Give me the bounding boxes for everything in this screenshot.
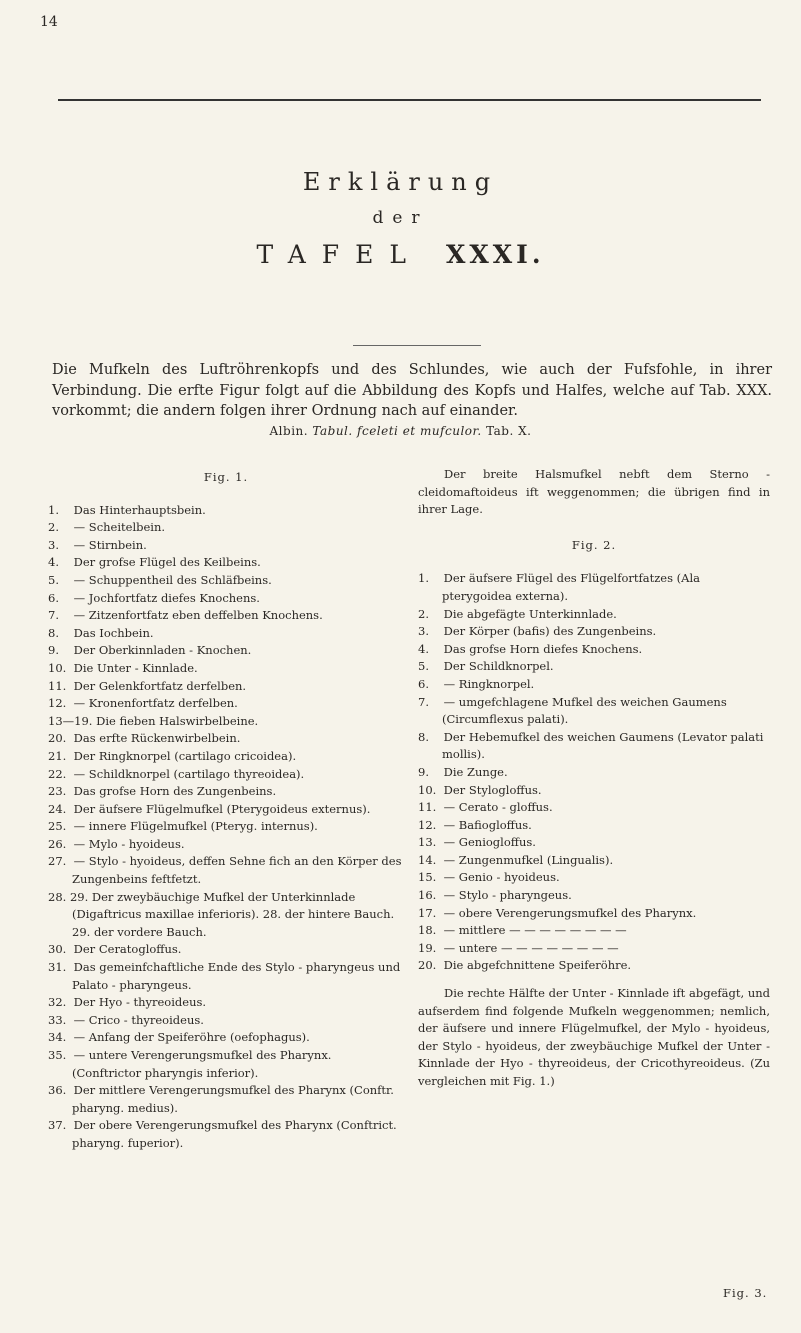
item-text: Das Hinterhauptsbein. xyxy=(73,502,206,517)
item-text: Der äufsere Flügelmufkel (Pterygoideus externus). xyxy=(73,801,371,816)
item-text: Der Körper (bafis) des Zungenbeins. xyxy=(443,624,657,639)
item-number: 9. xyxy=(48,643,59,658)
item-text: Der obere Verengerungsmufkel des Pharynx (Conftrict. pharyng. fuperior). xyxy=(72,1118,397,1150)
item-number: 34. xyxy=(48,1030,67,1045)
item-text: — untere — — — — — — — — xyxy=(443,940,619,955)
item-text: — Scheitelbein. xyxy=(73,520,166,535)
item-text: Der Oberkinnladen - Knochen. xyxy=(73,643,252,658)
reference-tab: Tab. X. xyxy=(486,424,532,438)
item-number: 17. xyxy=(418,905,437,920)
item-number: 23. xyxy=(48,784,67,799)
title-line-3 xyxy=(0,240,801,269)
item-text: — Bafiogloffus. xyxy=(443,817,532,832)
item-number: 20. xyxy=(48,731,67,746)
item-number: 7. xyxy=(48,608,59,623)
item-text: Das grofse Horn des Zungenbeins. xyxy=(73,784,277,799)
item-text: Die abgefchnittene Speiferöhre. xyxy=(443,958,632,973)
item-number: 8. xyxy=(418,729,429,744)
item-number: 22. xyxy=(48,766,67,781)
item-number: 9. xyxy=(418,764,429,779)
item-number: 11. xyxy=(48,678,67,693)
list-item xyxy=(48,941,404,959)
list-item xyxy=(48,695,404,713)
title-line-1: Erklärung xyxy=(302,168,499,196)
item-number: 6. xyxy=(418,676,429,691)
item-text: Der Ringknorpel (cartilago cricoidea). xyxy=(73,748,297,763)
item-number: 35. xyxy=(48,1048,67,1062)
list-item xyxy=(48,1082,404,1117)
item-text: Der Hebemufkel des weichen Gaumens (Levator palati mollis). xyxy=(442,729,764,762)
item-text: Das Iochbein. xyxy=(73,625,154,640)
title-block xyxy=(0,168,801,269)
list-item xyxy=(418,922,770,940)
item-text: — mittlere — — — — — — — — xyxy=(443,923,627,938)
list-item xyxy=(48,502,404,520)
list-item xyxy=(418,782,770,800)
item-number: 3. xyxy=(48,537,59,552)
item-number: 7. xyxy=(418,694,429,709)
list-item xyxy=(48,766,404,784)
item-number: 14. xyxy=(418,852,437,867)
list-item xyxy=(418,641,770,659)
list-item xyxy=(48,607,404,625)
list-item xyxy=(48,889,404,942)
item-text: Die fieben Halswirbelbeine. xyxy=(96,713,259,728)
item-text: Die abgefägte Unterkinnlade. xyxy=(443,606,617,621)
item-number: 24. xyxy=(48,801,67,816)
list-item xyxy=(418,676,770,694)
item-number: 5. xyxy=(418,659,429,674)
list-item xyxy=(418,694,770,729)
list-item xyxy=(418,834,770,852)
list-item xyxy=(48,836,404,854)
title-rule xyxy=(353,345,481,346)
item-text: — Crico - thyreoideus. xyxy=(73,1012,204,1027)
item-text: — umgefchlagene Mufkel des weichen Gaumens (Circumflexus palati). xyxy=(442,694,727,727)
title-word: TAFEL xyxy=(256,240,422,269)
item-number: 19. xyxy=(418,940,437,955)
page-number: 14 xyxy=(40,14,58,30)
list-item xyxy=(48,625,404,643)
list-item xyxy=(48,678,404,696)
list-item xyxy=(418,905,770,923)
list-item xyxy=(418,570,770,605)
top-rule xyxy=(58,99,761,101)
reference-author: Albin. xyxy=(269,424,309,438)
list-item xyxy=(48,642,404,660)
closing-paragraph: Die rechte Hälfte der Unter - Kinnlade ift abgefägt, und aufserdem find folgende Mufkeln weggenommen; nemlich, der äufsere und innere Flügelmufkel, der Mylo - hyoideus, der Stylo - hyoideus, der zweybäuchige Mufkel der Unter - Kinnlade der Hyo - thyreoideus, der Cricothyreoideus. (Zu vergleichen mit Fig. 1.) xyxy=(418,986,770,1088)
item-number: 28. 29. xyxy=(48,889,89,904)
reference-work: Tabul. fceleti et mufculor. xyxy=(312,424,482,438)
list-item xyxy=(418,606,770,624)
item-number: 13. xyxy=(418,835,437,850)
list-item xyxy=(418,729,770,764)
fig2-heading: Fig. 2. xyxy=(571,537,617,552)
item-number: 31. xyxy=(48,960,67,975)
list-item xyxy=(418,764,770,782)
item-text: — Zungenmufkel (Lingualis). xyxy=(443,852,614,867)
item-text: Der zweybäuchige Mufkel der Unterkinnlade (Digaftricus maxillae inferioris). 28. der hintere Bauch. 29. der vordere Bauch. xyxy=(72,889,395,939)
item-number: 36. xyxy=(48,1083,67,1098)
list-item xyxy=(418,940,770,958)
item-number: 1. xyxy=(48,502,59,517)
item-text: — Ringknorpel. xyxy=(443,676,535,691)
item-text: Die Zunge. xyxy=(443,764,508,779)
item-number: 4. xyxy=(48,555,59,570)
list-item xyxy=(48,660,404,678)
item-number: 27. xyxy=(48,854,67,869)
list-item xyxy=(48,713,404,731)
item-number: 18. xyxy=(418,923,437,938)
list-item xyxy=(48,994,404,1012)
fig1-heading: Fig. 1. xyxy=(203,470,249,484)
list-item xyxy=(48,853,404,888)
item-text: — Schildknorpel (cartilago thyreoidea). xyxy=(73,766,305,781)
item-number: 26. xyxy=(48,836,67,851)
list-item xyxy=(48,1029,404,1047)
list-item xyxy=(48,730,404,748)
item-text: Der mittlere Verengerungsmufkel des Pharynx (Conftr. pharyng. medius). xyxy=(72,1083,394,1115)
right-column xyxy=(418,466,770,1091)
fig2-list xyxy=(418,570,770,975)
list-item xyxy=(48,554,404,572)
next-figure-catchword: Fig. 3. xyxy=(723,1286,768,1300)
list-item xyxy=(48,783,404,801)
item-text: Der Gelenkfortfatz derfelben. xyxy=(73,678,247,693)
item-number: 6. xyxy=(48,590,59,605)
list-item xyxy=(48,748,404,766)
list-item xyxy=(418,799,770,817)
item-text: Das grofse Horn diefes Knochens. xyxy=(443,641,643,656)
list-item xyxy=(418,852,770,870)
item-number: 33. xyxy=(48,1012,67,1027)
item-number: 12. xyxy=(418,817,437,832)
intro-paragraph: Die Mufkeln des Luftröhrenkopfs und des Schlundes, wie auch der Fufsfohle, in ihrer Verbindung. Die erfte Figur folgt auf die Abbildung des Kopfs und Halfes, welche auf Tab. XXX. vorkommt; die andern folgen ihrer Ordnung nach auf einander. xyxy=(52,362,772,419)
item-text: — Zitzenfortfatz eben deffelben Knochens. xyxy=(73,608,323,623)
item-text: Der Ceratogloffus. xyxy=(73,942,182,957)
list-item xyxy=(418,817,770,835)
list-item xyxy=(48,590,404,608)
item-text: Die Unter - Kinnlade. xyxy=(73,660,198,675)
list-item xyxy=(418,887,770,905)
title-numeral: XXXI. xyxy=(445,240,545,269)
item-text: Der grofse Flügel des Keilbeins. xyxy=(73,555,261,570)
left-column xyxy=(48,469,404,1153)
list-item xyxy=(48,537,404,555)
item-text: — obere Verengerungsmufkel des Pharynx. xyxy=(443,905,697,920)
item-number: 10. xyxy=(418,782,437,797)
list-item xyxy=(418,957,770,975)
list-item xyxy=(418,869,770,887)
item-number: 5. xyxy=(48,572,59,587)
item-number: 11. xyxy=(418,800,437,815)
item-number: 4. xyxy=(418,641,429,656)
reference-line xyxy=(0,424,801,438)
item-number: 21. xyxy=(48,748,67,763)
item-text: — Schuppentheil des Schläfbeins. xyxy=(73,572,272,587)
fig1-list xyxy=(48,502,404,1153)
item-text: Der äufsere Flügel des Flügelfortfatzes (Ala pterygoidea externa). xyxy=(442,571,700,603)
item-number: 2. xyxy=(48,520,59,535)
item-number: 8. xyxy=(48,625,59,640)
item-text: — Stylo - pharyngeus. xyxy=(443,888,572,903)
list-item xyxy=(48,1012,404,1030)
list-item xyxy=(48,818,404,836)
item-number: 13—19. xyxy=(48,713,93,728)
list-item xyxy=(48,519,404,537)
item-number: 15. xyxy=(418,870,437,885)
list-item xyxy=(48,801,404,819)
item-number: 30. xyxy=(48,942,67,957)
item-text: — Cerato - gloffus. xyxy=(443,800,553,815)
item-number: 2. xyxy=(418,606,429,621)
item-number: 32. xyxy=(48,995,67,1010)
list-item xyxy=(48,1117,404,1152)
item-number: 25. xyxy=(48,819,67,834)
item-text: — untere Verengerungsmufkel des Pharynx. (Conftrictor pharyngis inferior). xyxy=(72,1048,332,1080)
item-number: 1. xyxy=(418,571,429,586)
item-text: — Stirnbein. xyxy=(73,537,147,552)
item-number: 3. xyxy=(418,624,429,639)
item-number: 12. xyxy=(48,696,67,711)
item-number: 16. xyxy=(418,888,437,903)
item-text: Der Hyo - thyreoideus. xyxy=(73,995,207,1010)
item-text: Das gemeinfchaftliche Ende des Stylo - pharyngeus und Palato - pharyngeus. xyxy=(72,960,401,992)
item-text: — Stylo - hyoideus, deffen Sehne fich an den Körper des Zungenbeins feftfetzt. xyxy=(72,854,402,887)
item-number: 10. xyxy=(48,660,67,675)
list-item xyxy=(418,658,770,676)
item-text: Das erfte Rückenwirbelbein. xyxy=(73,731,241,746)
item-text: — Geniogloffus. xyxy=(443,835,536,850)
item-text: — Kronenfortfatz derfelben. xyxy=(73,696,238,711)
list-item xyxy=(48,572,404,590)
item-text: — innere Flügelmufkel (Pteryg. internus). xyxy=(73,819,318,834)
item-text: Der Schildknorpel. xyxy=(443,659,554,674)
list-item xyxy=(418,623,770,641)
item-text: — Mylo - hyoideus. xyxy=(73,836,185,851)
list-item xyxy=(48,959,404,994)
right-intro: Der breite Halsmufkel nebft dem Sterno - cleidomaftoideus ift weggenommen; die übrigen find in ihrer Lage. xyxy=(418,467,770,517)
item-number: 20. xyxy=(418,958,437,973)
item-text: — Genio - hyoideus. xyxy=(443,870,560,885)
item-number: 37. xyxy=(48,1118,67,1133)
item-text: — Jochfortfatz diefes Knochens. xyxy=(73,590,260,605)
item-text: — Anfang der Speiferöhre (oefophagus). xyxy=(73,1030,310,1045)
title-line-2: der xyxy=(372,208,429,228)
list-item xyxy=(48,1047,404,1082)
item-text: Der Stylogloffus. xyxy=(443,782,542,797)
